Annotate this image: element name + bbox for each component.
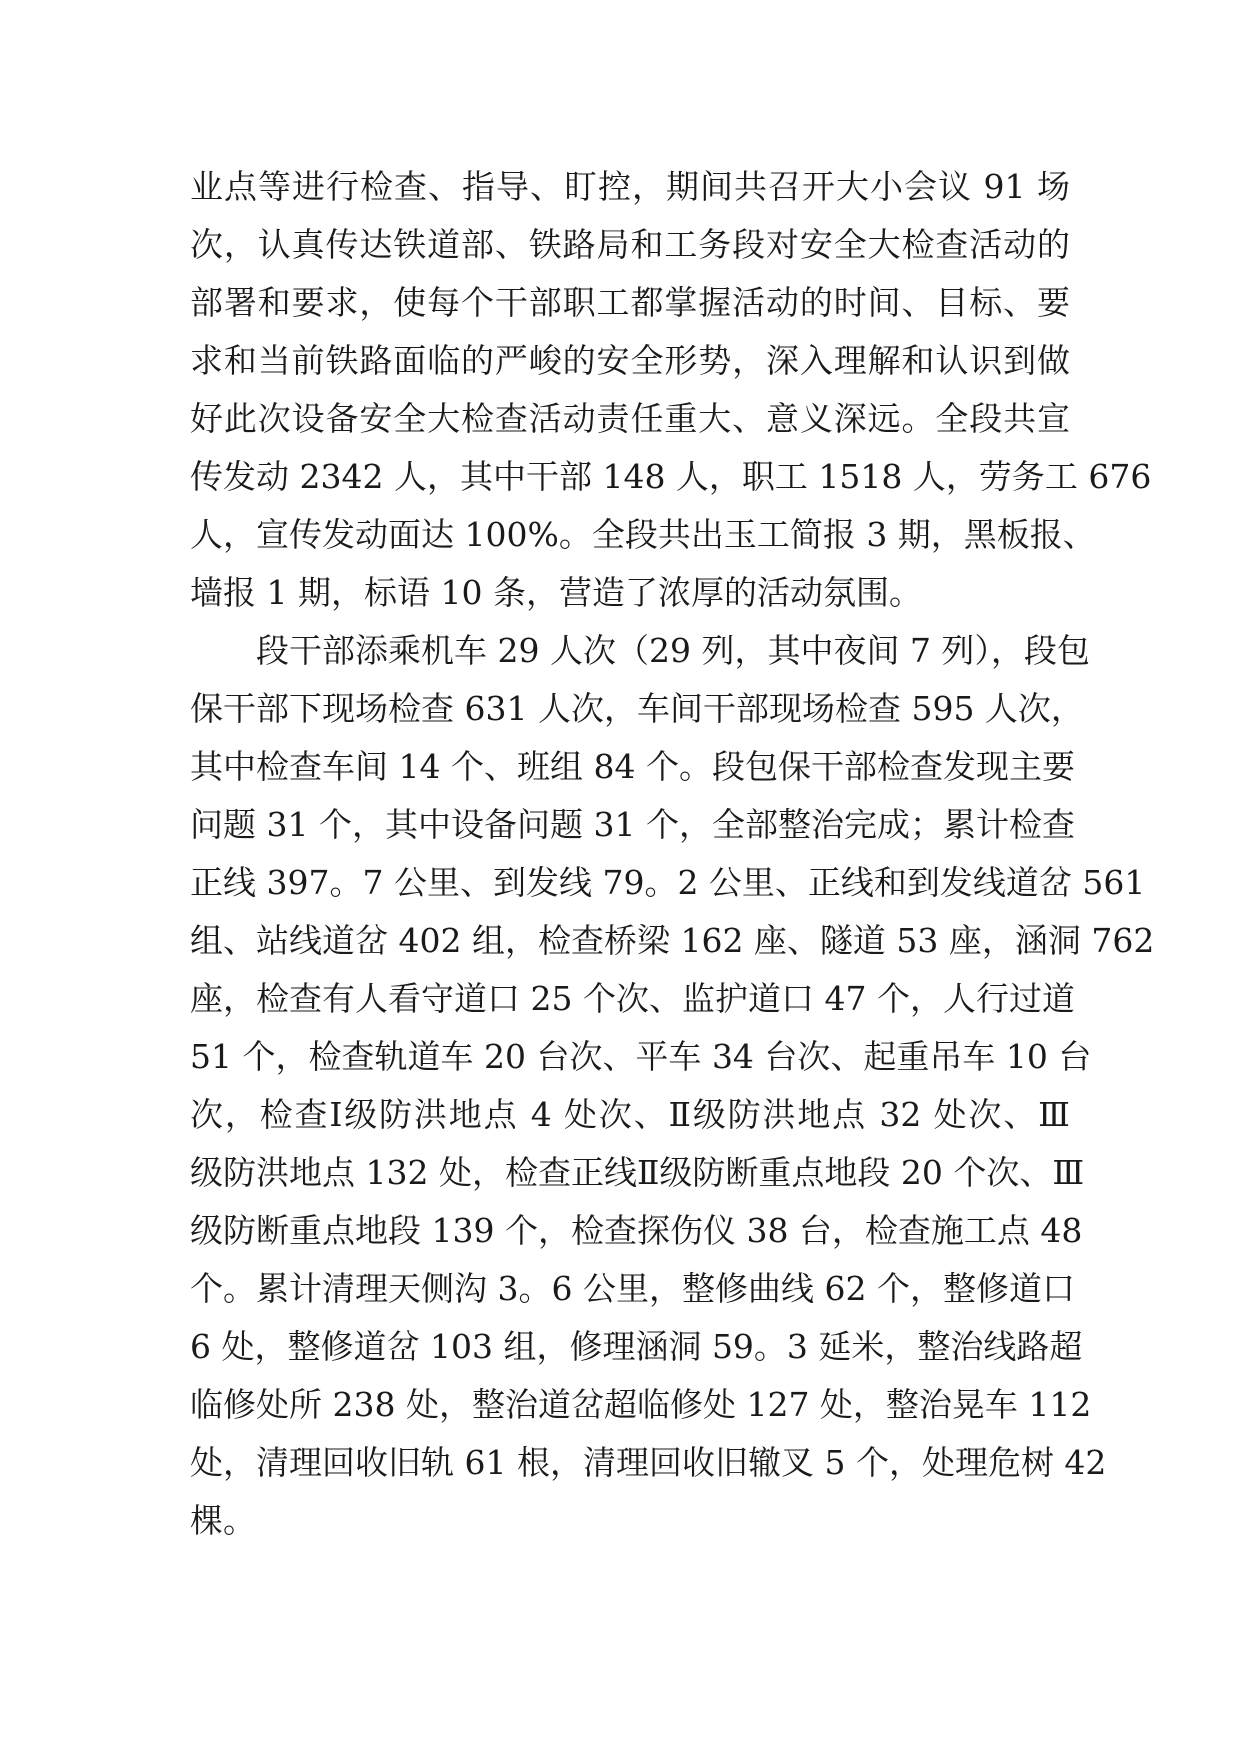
- text-line: 个。累计清理天侧沟 3。6 公里，整修曲线 62 个，整修道口: [190, 1269, 1075, 1308]
- text-line: 级防断重点地段 139 个，检查探伤仪 38 台，检查施工点 48: [190, 1211, 1083, 1250]
- text-line: 墙报 1 期，标语 10 条，营造了浓厚的活动氛围。: [190, 573, 922, 612]
- text-line: 人，宣传发动面达 100%。全段共出玉工简报 3 期，黑板报、: [190, 515, 1096, 554]
- text-line: 正线 397。7 公里、到发线 79。2 公里、正线和到发线道岔 561: [190, 863, 1146, 902]
- text-line: 传发动 2342 人，其中干部 148 人，职工 1518 人，劳务工 676: [190, 457, 1152, 496]
- text-line: 组、站线道岔 402 组，检查桥梁 162 座、隧道 53 座，涵洞 762: [190, 921, 1155, 960]
- text-line: 级防洪地点 132 处，检查正线Ⅱ级防断重点地段 20 个次、Ⅲ: [190, 1153, 1085, 1192]
- text-line: 棵。: [190, 1501, 256, 1540]
- text-line: 座，检查有人看守道口 25 个次、监护道口 47 个，人行过道: [190, 979, 1075, 1018]
- text-line: 部署和要求，使每个干部职工都掌握活动的时间、目标、要: [190, 283, 1070, 322]
- text-line: 好此次设备安全大检查活动责任重大、意义深远。全段共宣: [190, 399, 1070, 438]
- text-line: 其中检查车间 14 个、班组 84 个。段包保干部检查发现主要: [190, 747, 1075, 786]
- text-line: 次，认真传达铁道部、铁路局和工务段对安全大检查活动的: [190, 225, 1070, 264]
- text-line: 求和当前铁路面临的严峻的安全形势，深入理解和认识到做: [190, 341, 1070, 380]
- paragraph-1: [190, 158, 1152, 622]
- text-line: 51 个，检查轨道车 20 台次、平车 34 台次、起重吊车 10 台: [190, 1037, 1092, 1076]
- text-line: 问题 31 个，其中设备问题 31 个，全部整治完成；累计检查: [190, 805, 1075, 844]
- text-line: 临修处所 238 处，整治道岔超临修处 127 处，整治晃车 112: [190, 1385, 1092, 1424]
- text-line: 段干部添乘机车 29 人次（29 列，其中夜间 7 列），段包: [256, 631, 1090, 670]
- text-line: 处，清理回收旧轨 61 根，清理回收旧辙叉 5 个，处理危树 42: [190, 1443, 1107, 1482]
- text-line: 6 处，整修道岔 103 组，修理涵洞 59。3 延米，整治线路超: [190, 1327, 1083, 1366]
- paragraph-2: [190, 622, 1155, 1550]
- document-body: [190, 158, 1155, 1550]
- text-line: 保干部下现场检查 631 人次，车间干部现场检查 595 人次，: [190, 689, 1084, 728]
- text-line: 次，检查Ⅰ级防洪地点 4 处次、Ⅱ级防洪地点 32 处次、Ⅲ: [190, 1095, 1070, 1134]
- text-line: 业点等进行检查、指导、盯控，期间共召开大小会议 91 场: [190, 167, 1070, 206]
